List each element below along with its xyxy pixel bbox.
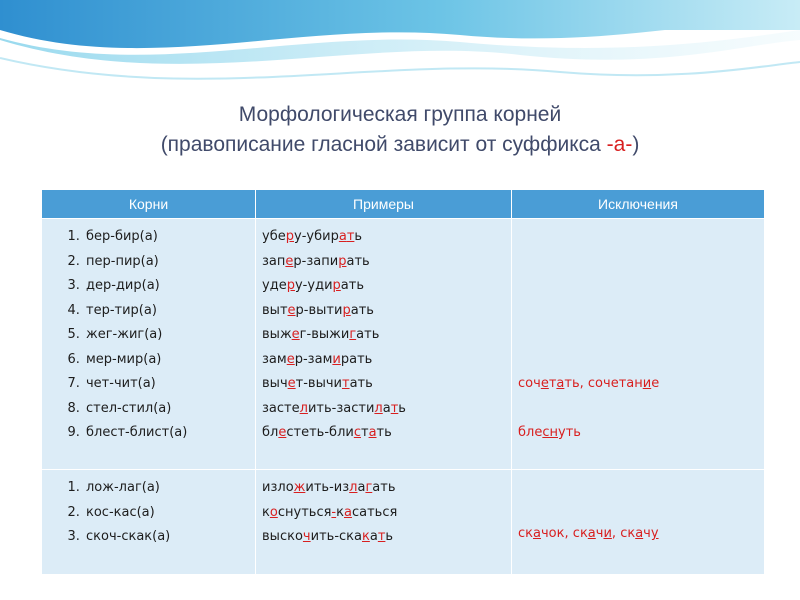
example-item: застелить-застилать (262, 400, 406, 416)
root-item: 4. тер-тир(а) (84, 299, 249, 324)
suffix-a: -а- (606, 133, 633, 156)
header-roots: Корни (42, 190, 256, 219)
title-line-2-prefix: (правописание гласной зависит от суффикса (160, 133, 607, 156)
root-item: 8. стел-стил(а) (84, 397, 249, 422)
example-item: вытер-вытирать (262, 302, 374, 318)
roots-cell (42, 219, 256, 470)
root-item: 7. чет-чит(а) (84, 372, 249, 397)
title-line-2-close: ) (632, 133, 640, 156)
root-item: 2. пер-пир(а) (84, 250, 249, 275)
exception-item: скачок, скачи, скачу (518, 526, 659, 541)
roots-list (48, 225, 249, 446)
root-item: 6. мер-мир(а) (84, 348, 249, 373)
roots-list (48, 476, 249, 550)
example-item: замер-замирать (262, 351, 373, 367)
header-examples: Примеры (256, 190, 512, 219)
example-item: удеру-удирать (262, 278, 365, 293)
example-item: блестеть-блистать (262, 425, 392, 440)
exception-item: блеснуть (518, 424, 581, 440)
root-item: 1. лож-лаг(а) (84, 476, 249, 501)
example-item: выжег-выжигать (262, 327, 380, 342)
example-item: уберу-убирать (262, 229, 363, 244)
header-exceptions: Исключения (512, 190, 765, 219)
root-item: 2. кос-кас(а) (84, 501, 249, 526)
examples-cell (256, 470, 512, 575)
root-item: 3. дер-дир(а) (84, 274, 249, 299)
table-row (42, 219, 765, 470)
examples-list (262, 476, 505, 550)
exception-item: сочетать, сочетание (518, 376, 660, 391)
table-header-row (42, 190, 765, 219)
examples-cell (256, 219, 512, 470)
roots-cell (42, 470, 256, 575)
example-item: выскочить-скакать (262, 529, 394, 544)
example-item: вычет-вычитать (262, 376, 373, 391)
example-item: запер-запирать (262, 253, 370, 269)
root-item: 5. жег-жиг(а) (84, 323, 249, 348)
page-title (0, 100, 800, 160)
exceptions-cell (512, 219, 765, 470)
title-line-1: Морфологическая группа корней (238, 103, 562, 126)
roots-table (41, 189, 765, 575)
root-item: 3. скоч-скак(а) (84, 525, 249, 550)
exceptions-cell (512, 470, 765, 575)
title-line-2 (0, 130, 800, 160)
example-item: коснуться-касаться (262, 504, 398, 520)
table-row (42, 470, 765, 575)
root-item: 9. блест-блист(а) (84, 421, 249, 446)
root-item: 1. бер-бир(а) (84, 225, 249, 250)
examples-list (262, 225, 505, 446)
example-item: изложить-излагать (262, 480, 396, 495)
